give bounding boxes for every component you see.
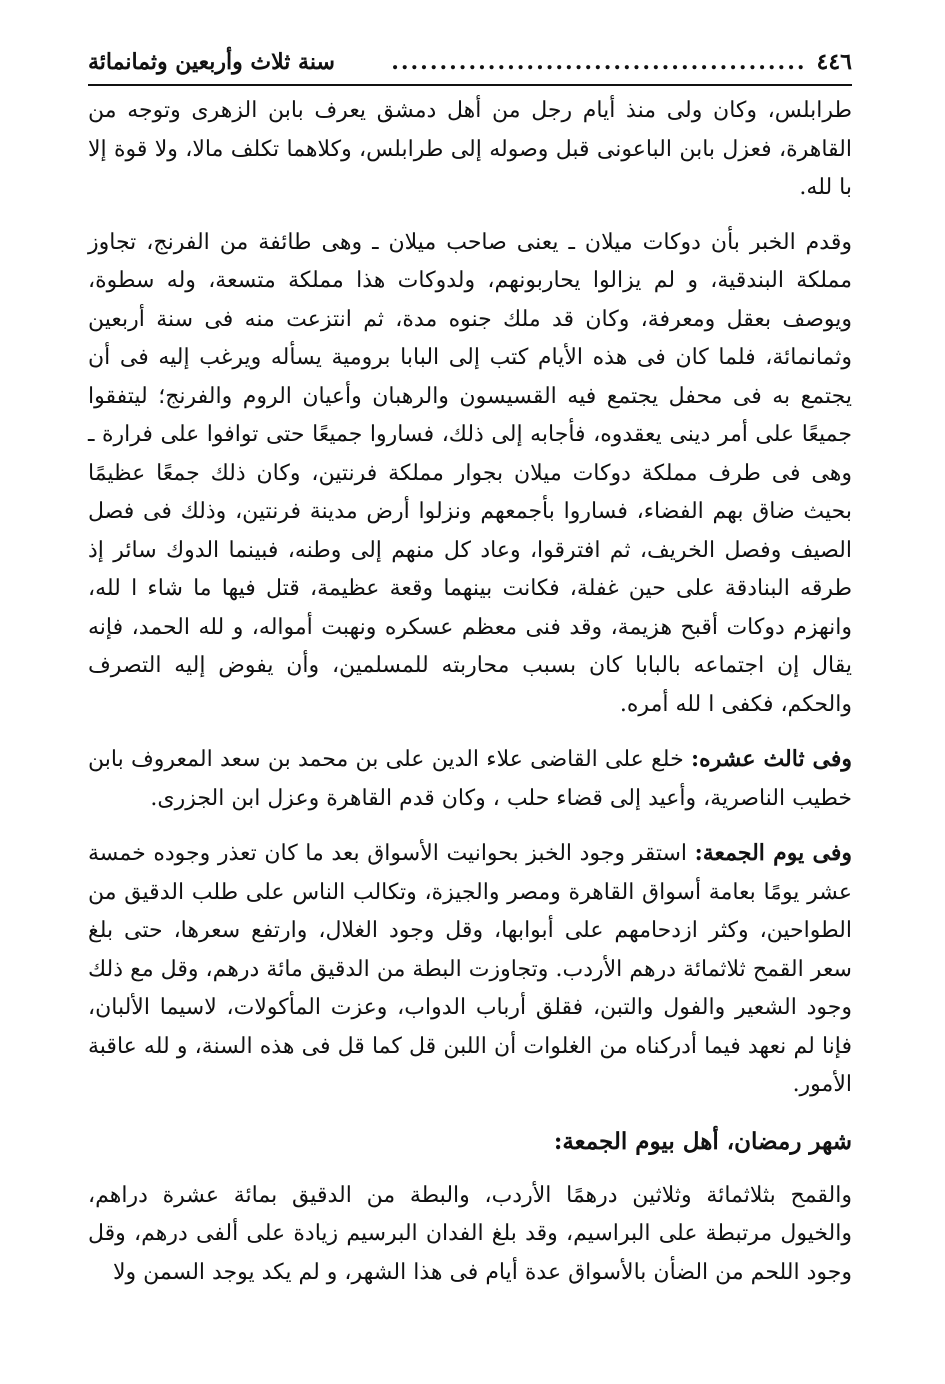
running-title: سنة ثلاث وأربعين وثمانمائة	[88, 49, 335, 75]
running-header	[88, 40, 852, 86]
paragraph-prices	[88, 1177, 852, 1293]
paragraph-text: طرابلس، وكان ولى منذ أيام رجل من أهل دمشق يعرف بابن الزهرى وتوجه من القاهرة، فعزل بابن الباعونى قبل وصوله إلى طرابلس، وكلاهما تكلف مالا، ولا قوة إلا با لله.	[88, 98, 852, 200]
paragraph-text: خلع على القاضى علاء الدين على بن محمد بن سعد المعروف بابن خطيب الناصرية، وأعيد إلى قضاء حلب ، وكان قدم القاهرة وعزل ابن الجزرى.	[88, 747, 852, 811]
paragraph-thirteenth	[88, 740, 852, 818]
paragraph-text: والقمح بثلاثمائة وثلاثين درهمًا الأردب، والبطة من الدقيق بمائة عشرة دراهم، والخيول مرتبطة على البراسيم، وقد بلغ الفدان البرسيم زيادة على ألفى درهم، وقل وجود اللحم من الضأن بالأسواق عدة أيام فى هذا الشهر، و لم يكد يوجد السمن ولا	[88, 1182, 852, 1285]
page-number: ٤٤٦	[816, 49, 852, 75]
book-page	[88, 40, 852, 1370]
paragraph-lead: وفى يوم الجمعة:	[694, 840, 852, 866]
paragraph-friday-bread	[88, 834, 852, 1105]
paragraph-lead: وفى ثالث عشره:	[690, 746, 853, 772]
paragraph-milan-news	[88, 224, 852, 725]
paragraph-text: استقر وجود الخبز بحوانيت الأسواق بعد ما كان تعذر وجوده خمسة عشر يومًا بعامة أسواق القاهرة ومصر والجيزة، وتكالب الناس على طلب الدقيق من الطواحين، وكثر ازدحامهم على أبوابها، وقل وجود الغلال، وارتفع سعرها، حتى بلغ سعر القمح ثلاثمائة درهم الأردب. وتجاوزت البطة من الدقيق مائة درهم، وقل مع ذلك وجود الشعير والفول والتبن، فقلق أرباب الدواب، وعزت المأكولات، لاسيما الألبان، فإنا لم نعهد فيما أدركناه من الغلوات أن اللبن قل كما قل فى هذه السنة، و لله عاقبة الأمور.	[88, 841, 852, 1097]
paragraph-tripoli	[88, 92, 852, 208]
paragraph-text: وقدم الخبر بأن دوكات ميلان ـ يعنى صاحب ميلان ـ وهى طائفة من الفرنج، تجاوز مملكة البندقية، و لم يزالوا يحاربونهم، ولدوكات هذا مملكة متسعة، وله سطوة، ويوصف بعقل ومعرفة، وكان قد ملك جنوه مدة، ثم انتزعت منه فى سنة أربعين وثمانمائة، فلما كان فى هذه الأيام كتب إلى البابا برومية يسأله ويرغب إليه فى أن يجتمع به فى محفل يجتمع فيه القسيسون والرهبان وأعيان الروم والفرنج؛ ليتفقوا جميعًا على أمر دينى يعقدوه، فأجابه إلى ذلك، فساروا جميعًا حتى توافوا على فرارة ـ وهى فى طرف مملكة دوكات ميلان بجوار مملكة فرنتين، وكان ذلك جمعًا عظيمًا بحيث ضاق بهم الفضاء، فساروا بأجمعهم ونزلوا أرض مدينة فرنتين، وذلك فى فصل الصيف وفصل الخريف، ثم افترقوا، وعاد كل منهم إلى وطنه، فبينما الدوك سائر إذ طرقه البنادقة على حين غفلة، فكانت بينهما وقعة عظيمة، قتل فيها ما شاء ا لله، وانهزم دوكات أقبح هزيمة، وقد فنى معظم عسكره ونهبت أمواله، و لله الحمد، فإنه يقال إن اجتماعه بالبابا كان بسبب محاربته للمسلمين، وأن يفوض إليه التصرف والحكم، فكفى ا لله أمره.	[88, 229, 852, 717]
header-leader-dots: ...........................................	[391, 49, 807, 75]
section-heading-ramadan: شهر رمضان، أهل بيوم الجمعة:	[553, 1127, 852, 1155]
